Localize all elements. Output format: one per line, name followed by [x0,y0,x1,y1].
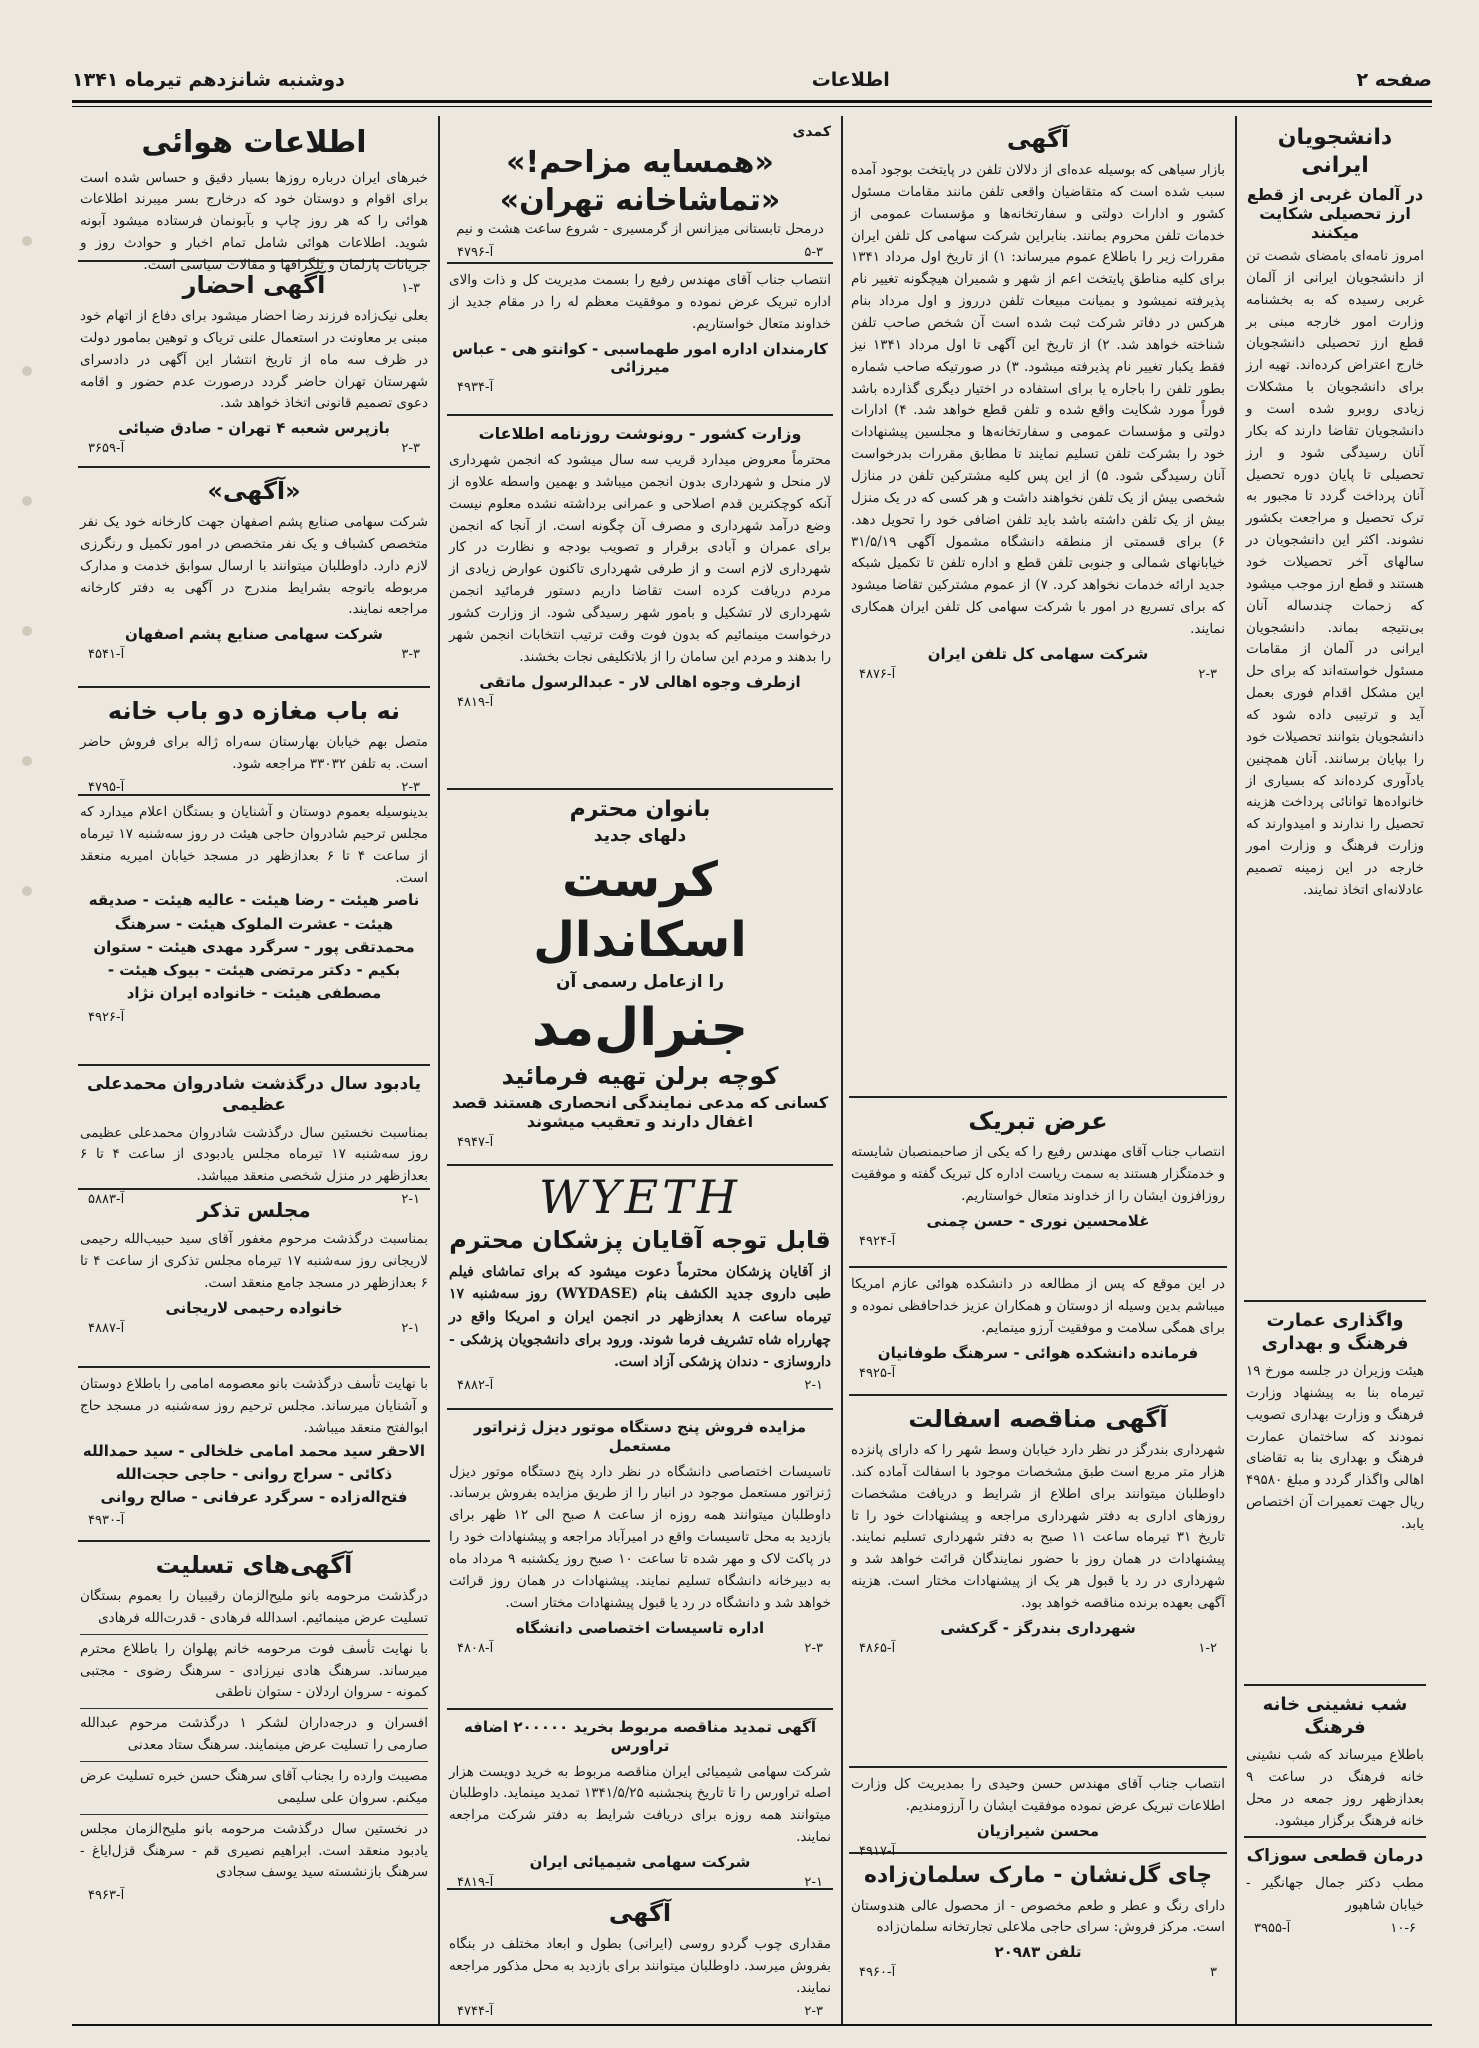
clinic-ad [1244,1838,1426,1988]
corset-agent: جنرال‌مد [531,997,749,1058]
notice-title: آگهی احضار [182,271,326,299]
tender-extension [447,1710,833,1890]
notice-signature: شرکت سهامی صنایع پشم اصفهان [125,625,383,644]
notice-title: آگهی مناقصه اسفالت [908,1405,1168,1433]
section-reference: ۴۹۶۳-آ [88,1888,125,1904]
condolence-item: افسران و درجه‌داران لشکر ۱ درگذشت مرحوم عبدالله صارمی را تسلیت عرض مینمایند. سرهنگ ستاد معدنی [80,1713,428,1762]
ad-reference: ۴۸۸۲-آ ۲-۱ [457,1377,823,1393]
corset-line: را ازعامل رسمی آن [555,971,725,992]
binding-strip [20,116,34,2024]
anniversary-notice [78,1066,430,1208]
notice-reference: ۴۹۳۰-آ [88,1513,125,1529]
notice-signature: بازپرس شعبه ۴ تهران - صادق ضیائی [118,419,390,438]
notice-body: بعلی نیک‌زاده فرزند رضا احضار میشود برای دفاع از اتهام خود مبنی بر معاونت در استعمال علنی تریاک و توهین بمامور دولت در ظرف سه ماه از تاریخ انتشار این آگهی در دادسرای شهرستان تهران حاضر گردد درصورت عدم حضور و اقامه دعوی تصمیم قانونی اتخاذ خواهد شد. [80,308,428,412]
column-divider [438,116,440,2024]
notice-reference: ۳۶۵۹-آ ۲-۳ [88,441,420,457]
ad-reference: ۴۷۹۵-آ ۲-۳ [88,779,420,795]
notice-reference: ۴۵۴۱-آ ۳-۳ [88,647,420,663]
notice-body: مقداری چوب گردو روسی (ایرانی) بطول و ابعاد مختلف در بنگاه بفروش میرسد. داوطلبان میتوانند برای بازدید به محل مذکور مراجعه نمایند. [449,1936,831,1996]
notice-signature: غلامحسین نوری - حسن چمنی [926,1211,1150,1230]
condolence-item: در نخستین سال درگذشت مرحومه بانو ملیح‌الزمان مجلس یادبود منعقد است. ابراهیم نصیری قم - سرهنگ قزل‌ایاغ - سرهنگ بازنشسته سید یوسف سجادی [80,1820,428,1881]
notice-body: بمناسبت نخستین سال درگذشت شادروان محمدعلی عظیمی روز سه‌شنبه ۱۷ تیرماه مجلس یادبودی از ساعت ۴ تا ۶ بعدازظهر در منزل شخصی منعقد میباشد. [80,1124,428,1185]
endowment-article [1244,1302,1426,1686]
ministry-letter [447,416,833,790]
article-body: امروز نامه‌ای بامضای شصت تن از دانشجویان ایرانی از آلمان غربی رسیده که به بخشنامه وزارت امور خارجه مبنی بر قطع ارز تحصیلی دانشجویان خارج اعتراض کرده‌اند. تهیه ارز برای دانشجویان با مشکلات زیادی روبرو شده است و دانشجویان تقاضا دارند که بکار آنان رسیدگی شود و ارز تحصیلی تا پایان دوره تحصیل آنان پرداخت گردد تا مجبور به ترک تحصیل و مراجعت بکشور نشوند. اکثر این دانشجویان در سالهای آخر تحصیلات خود هستند و قطع ارز موجب میشود که زحمات چندساله آنان بی‌نتیجه بماند. دانشجویان ایرانی در آلمان از مقامات مسئول خواسته‌اند که برای حل این مشکل اقدام فوری بعمل آید و ترتیبی داده شود که دانشجویان بتوانند تحصیلات خود را بپایان برسانند. آنان همچنین یادآوری کرده‌اند که بسیاری از خانواده‌ها توانائی پرداخت هزینه تحصیل را ندارند و امیدوارند که وزارت فرهنگ و وزارت امور خارجه در این زمینه تصمیم عادلانه‌ای اتخاذ نمایند. [1246,248,1424,898]
letter-body: محترماً معروض میدارد قریب سه سال میشود که انجمن شهرداری لار منحل و شهرداری بدون انجمن میباشد و بهمین واسطه علاوه از آنکه کوچکترین قدم اصلاحی و عمرانی برداشته نشده معلوم نیست وضع درآمد شهرداری و مصرف آن چگونه است. از آنجا که انجمن برای عمران و آبادی برقرار و تصویب بودجه و نظارت در کار شهرداری لازم است و از طرفی شهرداری تاکنون عوارض زیادی از مردم دریافت کرده است تقاضا داریم دستور فرمائید انجمن شهرداری لار تشکیل و بامور شهر رسیدگی شود. از وزارت کشور درخواست مینمائیم که بدون فوت وقت ترتیب انتخابات انجمن شهر را بدهند و مردم این سامان را از بلاتکلیفی نجات بخشند. [449,452,831,665]
notice-body: انتصاب جناب آقای مهندس رفیع را بسمت مدیریت کل و ذات والای اداره تبریک عرض نموده و موفقیت معظم له را در مقام جدید از خداوند متعال خواستاریم. [449,272,831,332]
ad-reference: ۴۹۴۷-آ [457,1134,494,1150]
wyeth-logo: WYETH [538,1170,742,1224]
footer-rule [72,2024,1432,2026]
comedy-ad [447,116,833,264]
section-title: آگهی‌های تسلیت [155,1551,353,1579]
telephone-notice [849,116,1227,1098]
page-number: صفحه ۲ [1356,69,1432,91]
summons-notice [78,262,430,468]
ad-title: نه باب مغازه دو باب خانه [107,697,401,725]
corset-brand: کرست اسکاندال [533,851,747,968]
letter-reference: ۴۸۱۹-آ [457,694,494,710]
notice-body: با نهایت تأسف درگذشت بانو معصومه امامی را باطلاع دوستان و آشنایان میرساند. مجلس ترحیم روز سه‌شنبه در مسجد حاج ابوالفتح منعقد میباشد. [80,1376,428,1436]
ad-body: دارای رنگ و عطر و طعم مخصوص - از محصول عالی هندوستان است. مرکز فروش: سرای حاجی ملاعلی تجارتخانه سلمان‌زاده [851,1897,1225,1936]
corset-warning: کسانی که مدعی نمایندگی انحصاری هستند قصد اغفال دارند و تعقیب میشوند [451,1092,829,1131]
notice-body: شرکت سهامی صنایع پشم اصفهان جهت کارخانه خود یک نفر متخصص کشباف و یک نفر متخصص در امور تکمیل و رنگرزی لازم دارد. داوطلبان میتوانند با ارسال سوابق خدمت و مدارک مربوطه باتوجه بشرایط مندرج در آگهی به دفتر کارخانه مراجعه نمایند. [80,514,428,618]
binding-hole [22,236,32,246]
masthead: اطلاعات [811,69,890,91]
notice-reference: ۵۸۸۳-آ ۲-۱ [88,1192,420,1208]
article-title: دانشجویان ایرانی [1277,125,1393,178]
notice-title: عرض تبریک [968,1107,1108,1135]
article-body: هیئت وزیران در جلسه مورخ ۱۹ تیرماه بنا به پیشنهاد وزارت فرهنگ و وزارت بهداری تصویب نمودند که ساختمان عمارت فرهنگ و بهداری بنا به تقاضای اهالی واگذار گردد و مبلغ ۴۹۵۸۰ ریال جهت تعمیرات آن اختصاص یابد. [1246,1363,1424,1533]
notice-body: انتصاب جناب آقای مهندس رفیع را که یکی از صاحبمنصبان شایسته و خدمتگزار هستند به سمت ریاست اداره کل تبریک گفته و موفقیت روزافزون ایشان را از خداوند متعال خواستاریم. [851,1144,1225,1204]
ad-title: چای گل‌نشان - مارک سلمان‌زاده [863,1863,1213,1888]
binding-hole [22,756,32,766]
notice-body: انتصاب جناب آقای مهندس حسن وحیدی را بمدیریت کل وزارت اطلاعات تبریک عرض نموده موفقیت ایشان را آرزومندیم. [851,1776,1225,1814]
notice-body: بمناسبت درگذشت مرحوم مغفور آقای سید حبیب‌الله رحیمی لاریجانی روز سه‌شنبه ۱۷ تیرماه مجلس تذکری از ساعت ۴ تا ۶ بعدازظهر در مسجد جامع منعقد است. [80,1231,428,1291]
ad-reference: ۳۹۵۵-آ ۱۰-۶ [1254,1920,1416,1936]
mourner-names: الاحقر سید محمد امامی خلخالی - سید حمدالله ذکائی - سراج روانی - حاجی حجت‌الله فتح‌اله‌زاده - سرگرد عرفانی - صالح روانی [82,1441,426,1507]
notice-signature: خانواده رحیمی لاریجانی [165,1298,343,1317]
article-body: باطلاع میرساند که شب نشینی خانه فرهنگ در ساعت ۹ بعدازظهر روز جمعه در محل خانه فرهنگ برگزار میشود. [1246,1747,1424,1829]
letter-title: وزارت کشور - رونوشت روزنامه اطلاعات [478,424,802,443]
notice-title: «آگهی» [207,477,301,505]
notice-reference: ۴۸۷۶-آ ۲-۳ [859,666,1217,682]
binding-hole [22,886,32,896]
ad-body: خبرهای ایران درباره روزها بسیار دقیق و حساس شده است برای اقوام و دوستان خود که درخارج بسر میبرند اطلاعات هوائی را که هر روز چاپ و بآبونمان فرستاده میشود آبونه شوید. اطلاعات هوائی شامل تمام اخبار و حوادث روز و جریانات پارلمان و تلگرافها و مقالات سیاسی است. [80,169,428,273]
notice-reference: ۴۷۴۴-آ ۲-۳ [457,2003,823,2019]
appointment-notice [849,1768,1227,1859]
binding-hole [22,366,32,376]
congratulation-notice [849,1098,1227,1268]
notice-reference: ۴۸۰۸-آ ۲-۳ [457,1640,823,1656]
notice-title: آگهی [1006,125,1070,153]
notice-signature: کارمندان اداره امور طهماسبی - کوانتو هی - عباس میرزائی [452,339,828,376]
binding-hole [22,496,32,506]
condolence-item: با نهایت تأسف فوت مرحومه خانم پهلوان را باطلاع محترم میرساند. سرهنگ هادی نیرزادی - سرهنگ رضوی - مجتبی کمونه - سروان اردلان - ستوان ناطقی [80,1639,428,1710]
binding-hole [22,626,32,636]
ad-body: متصل بهم خیابان بهارستان سه‌راه ژاله برای فروش حاضر است. به تلفن ۳۳۰۳۲ مراجعه شود. [80,734,428,772]
notice-signature: شرکت سهامی کل تلفن ایران [927,644,1149,663]
school-notice [1244,1686,1426,1838]
article-title: واگذاری عمارت فرهنگ و بهداری [1261,1310,1409,1354]
wyeth-ad [447,1166,833,1410]
header-rule [72,100,1432,103]
shop-sale-ad [78,688,430,796]
notice-signature: فرمانده دانشکده هوائی - سرهنگ طوفانیان [877,1343,1199,1362]
ad-kicker: کمدی [792,124,831,140]
notice-reference: ۴۸۱۹-آ ۲-۱ [457,1874,823,1890]
header-rule-thin [72,106,1432,107]
ad-venue: «تماشاخانه تهران» [499,182,781,218]
column-3 [441,116,839,2024]
corset-ad [447,790,833,1166]
notice-signature: محسن شیرازیان [976,1821,1100,1840]
tea-ad [849,1854,1227,2018]
column-1 [1238,116,1432,2024]
remembrance-notice [78,1190,430,1368]
issue-date: دوشنبه شانزدهم تیرماه ۱۳۴۱ [72,69,345,91]
notice-reference: ۴۹۱۷-آ [859,1843,896,1859]
auction-notice [447,1410,833,1710]
aviation-farewell [849,1268,1227,1396]
mourner-names: ناصر هیئت - رضا هیئت - عالیه هیئت - صدیقه هیئت - عشرت الملوک هیئت - سرهنگ محمدتقی پور - سرگرد مهدی هیئت - ستوان بکیم - دکتر مرتضی هیئت - بیوک هیئت - مصطفی هیئت - خانواده ایران نژاد [88,891,420,1003]
column-2 [843,116,1233,2024]
ad-body: از آقایان پزشکان محترماً دعوت میشود که برای تماشای فیلم طبی داروی جدید الکشف بنام (WYDASE) روز سه‌شنبه ۱۷ تیرماه ساعت ۸ بعدازظهر در انجمن ایران و امریکا واقع در چهارراه شاه تشریف فرما شوند. ورود برای دانشجویان پزشکی - داروسازی - دندان پزشکی آزاد است. [449,1263,831,1371]
condolence-item: مصیبت وارده را بجناب آقای سرهنگ حسن خبره تسلیت عرض میکنم. سروان علی سلیمی [80,1766,428,1815]
corset-greeting: بانوان محترم [569,797,711,822]
notice-body: بدینوسیله بعموم دوستان و آشنایان و بستگان اعلام میدارد که مجلس ترحیم شادروان حاجی هیئت در روز سه‌شنبه ۱۷ تیرماه از ساعت ۴ تا ۶ بعدازظهر در مسجد خیابان امیریه منعقد است. [80,804,428,886]
notice-signature: اداره تاسیسات اختصاصی دانشگاه [515,1618,765,1637]
notice-signature: شهرداری بندرگز - گرکشی [940,1618,1136,1637]
column-divider [1235,116,1237,2024]
notice-reference: ۴۹۲۶-آ [88,1009,125,1025]
ad-reference: ۴۹۶۰-آ ۳ [859,1965,1217,1981]
students-article [1244,116,1426,1302]
corset-address: کوچه برلن تهیه فرمائید [501,1061,779,1090]
notice-reference: ۴۹۲۵-آ [859,1365,896,1381]
notice-title: آگهی تمدید مناقصه مربوط بخرید ۲۰۰۰۰۰ اضافه تراورس [463,1718,817,1755]
family-notice [78,1368,430,1542]
condolence-section [78,1542,430,2018]
ad-body: درمحل تابستانی میزانس از گرمسیری - شروع ساعت هشت و نیم [456,221,824,237]
notice-body: در این موقع که پس از مطالعه در دانشکده هوائی عازم امریکا میباشم بدین وسیله از دوستان و همکاران عزیز خداحافظی نموده و برای همگی سلامت و موفقیت آرزو مینمایم. [851,1276,1225,1336]
notice-title: مزایده فروش پنج دستگاه موتور دیزل ژنراتور مستعمل [473,1418,807,1455]
isfahan-wool-ad [78,468,430,688]
ad-phone: تلفن ۲۰۹۸۳ [994,1943,1082,1962]
condolence-item: درگذشت مرحومه بانو ملیح‌الزمان رقیبیان را بعموم بستگان تسلیت عرض مینمائیم. اسدالله فرهادی - قدرت‌الله فرهادی [80,1586,428,1635]
asphalt-tender [849,1396,1227,1768]
letter-signature: ازطرف وجوه اهالی لار - عبدالرسول ماتقی [479,672,801,691]
corset-tagline: دلهای جدید [593,825,687,846]
minister-notice [447,264,833,416]
article-subtitle: در آلمان غربی از قطع ارز تحصیلی شکایت میکنند [1246,185,1424,242]
notice-body: تاسیسات اختصاصی دانشگاه در نظر دارد پنج دستگاه موتور دیزل ژنراتور مستعمل موجود در انبار را از طریق مزایده بفروش برساند. داوطلبان میتوانند همه روزه از ساعت ۸ صبح الی ۱۲ ظهر برای بازدید به محل تاسیسات واقع در امیرآباد مراجعه و پیشنهادات خود را در پاکت لاک و مهر شده تا ساعت ۱۰ صبح روز یکشنبه ۹ مرداد ماه به دبیرخانه دانشگاه تسلیم نمایند. پیشنهادات در همان روز قرائت خواهد شد و دانشگاه در رد یا قبول پیشنهادات مختار است. [449,1463,831,1611]
notice-title: آگهی [608,1899,672,1927]
ad-body: مطب دکتر جمال جهانگیر - خیابان شاهپور [1246,1875,1424,1914]
notice-reference: ۴۸۸۷-آ ۲-۱ [88,1320,420,1336]
ad-reference: ۱-۳ [401,280,420,296]
notice-body: شهرداری بندرگز در نظر دارد خیابان وسط شهر را که دارای پانزده هزار متر مربع است طبق مشخصات موجود با اسفالت آماده کند. داوطلبان میتوانند برای اطلاع از شرایط و دریافت مشخصات روزهای اداری به دفتر شهرداری مراجعه و پیشنهادات خود را تا تاریخ ۳۱ تیرماه ساعت ۱۱ صبح به دفتر شهرداری تسلیم نمایند. پیشنهادات در همان روز با حضور نمایندگان قرائت خواهد شد و شهرداری در رد یا قبول هر یک از پیشنهادات مختار است. هزینه آگهی بعهده برنده مناقصه خواهد بود. [851,1442,1225,1612]
article-title: شب نشینی خانه فرهنگ [1262,1694,1408,1738]
notice-body: بازار سیاهی که بوسیله عده‌ای از دلالان تلفن در پایتخت بوجود آمده سبب شده است که متقاضیان واقعی تلفن مانند مقامات مسئول کشور و ادارات دولتی و سفارتخانه‌ها و مؤسسات عمومی از خدمات تلفن محروم بمانند. بنابراین شرکت سهامی کل تلفن ایران مقررات زیر را باطلاع عموم میرساند: ۱) از تاریخ اول مرداد ۱۳۴۱ برای کلیه مناطق پایتخت اعم از شهر و شمیران هیچگونه تغییر نام پذیرفته نمیشود و بمیانت مبیعات تلفن درروز و اول مرداد بنام هرکس در دفاتر شرکت ثبت شده است آن شخص صاحب تلفن شناخته خواهد شد. ۲) از تاریخ این آگهی تا اول مرداد ۱۳۴۱ نیز فقط یکبار تغییر نام پذیرفته میشود. ۳) در صورتیکه صاحب شماره بطور تلفن را باجاره یا برای استفاده در اختیار دیگری گذارده باشد فوراً مورد شکایت واقع شده و تلفن قطع خواهد شد. ۴) ادارات دولتی و مؤسسات عمومی و سفارتخانه‌ها و مجلسین پیشنهادات خود را بشرکت تلفن تسلیم نمایند تا مطابق مقررات بدرخواست آنان رسیدگی شود. ۵) از این پس کلیه مشترکین تلفن در منازل شخصی بیش از یک تلفن نخواهند داشت و هر کسی که در یک منزل بیش از یک تلفن داشته باشد باید تلفن اضافی خود را تحویل دهد. ۶) برای قسمتی از منطقه دانشگاه مشمول آگهی ۳۱/۵/۱۹ خیابانهای شمالی و جنوبی تلفن قطع و اداره تلفن تا تکمیل شبکه جدید ارائه خدمات نخواهد کرد. ۷) از عموم مشترکین تقاضا میشود که برای تسریع در امور با شرکت سهامی کل تلفن ایران همکاری نمایند. [851,162,1226,638]
notice-reference: ۴۸۶۵-آ ۱-۲ [859,1640,1217,1656]
notice-signature: شرکت سهامی شیمیائی ایران [529,1852,751,1871]
ad-title: درمان قطعی سوزاک [1246,1846,1424,1866]
memorial-notice [78,796,430,1066]
ad-title: «همسایه مزاحم!» [506,145,774,180]
notice-title: یادبود سال درگذشت شادروان محمدعلی عظیمی [87,1074,421,1116]
page-header [72,60,1432,100]
ad-title: اطلاعات هوائی [141,125,367,160]
ad-reference: ۴۷۹۶-آ ۵-۳ [457,244,823,260]
column-4 [72,116,436,2024]
ad-title: قابل توجه آقایان پزشکان محترم [449,1225,831,1254]
notice-reference: ۴۹۲۴-آ [859,1233,896,1249]
notice-body: شرکت سهامی شیمیائی ایران مناقصه مربوط به خرید دویست هزار اصله تراورس را تا تاریخ پنجشنبه ۱۳۴۱/۵/۲۵ تمدید مینماید. داوطلبان میتوانند همه روزه برای دریافت شرایط به دفتر شرکت مراجعه نمایند. [449,1763,831,1846]
notice-reference: ۴۹۳۴-آ [457,379,494,395]
notice-title: مجلس تذکر [197,1198,311,1222]
wood-notice [447,1890,833,2024]
